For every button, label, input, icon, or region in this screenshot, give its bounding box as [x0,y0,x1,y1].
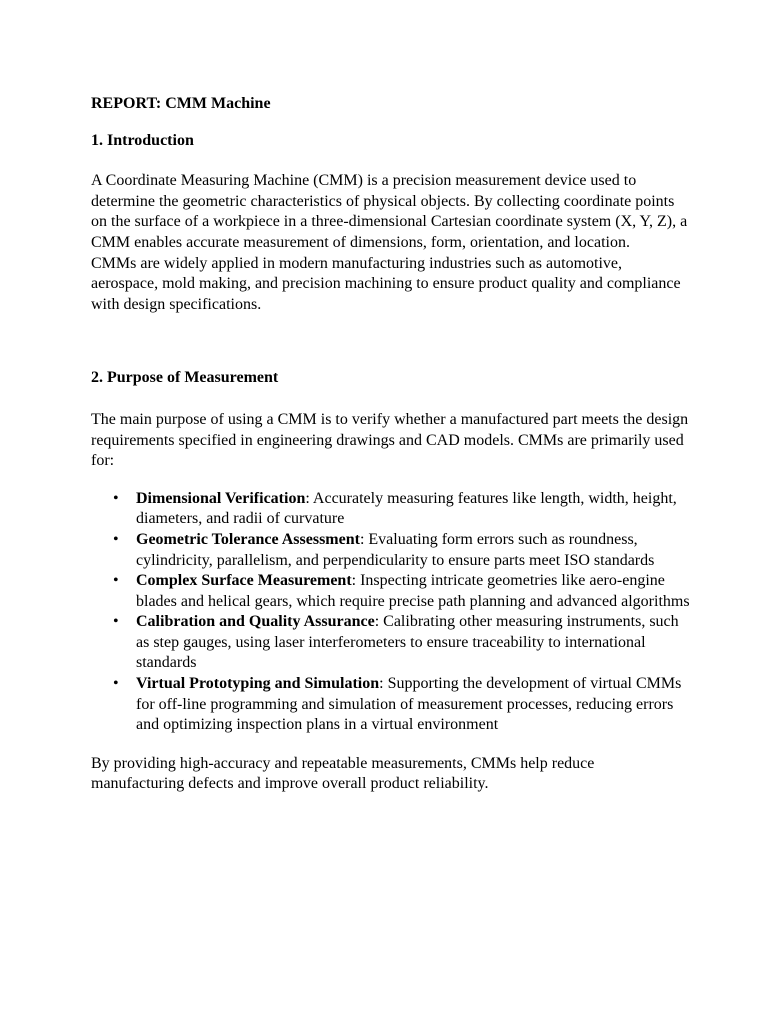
list-item [91,489,691,530]
document-page [91,94,691,795]
bullet-icon: • [113,530,119,548]
bullet-term: Geometric Tolerance Assessment [136,530,360,548]
introduction-paragraph: A Coordinate Measuring Machine (CMM) is a precision measurement device used to determine the geometric characteristics of physical objects. By collecting coordinate points on the surface of a workpiece in a three-dimensional Cartesian coordinate system (X, Y, Z), a CMM enables accurate measurement of dimensions, form, orientation, and location. [91,172,688,251]
list-item [91,674,691,736]
section-heading-introduction: 1. Introduction [91,131,194,149]
bullet-text: : Inspecting intricate geometries like aero-engine blades and helical gears, which require precise path planning and advanced algorithms [136,572,690,610]
introduction-paragraph: CMMs are widely applied in modern manufacturing industries such as automotive, aerospace, mold making, and precision machining to ensure product quality and compliance with design specifications. [91,254,681,313]
report-title: REPORT: CMM Machine [91,95,271,112]
bullet-text: : Supporting the development of virtual CMMs for off-line programming and simulation of measurement processes, reducing errors and optimizing inspection plans in a virtual environment [136,675,682,734]
bullet-term: Calibration and Quality Assurance [136,613,375,631]
conclusion-paragraph: By providing high-accuracy and repeatable measurements, CMMs help reduce manufacturing defects and improve overall product reliability. [91,754,595,793]
bullet-term: Complex Surface Measurement [136,572,352,590]
section-heading-purpose: 2. Purpose of Measurement [91,369,279,387]
bullet-term: Virtual Prototyping and Simulation [136,675,380,693]
bullet-text: : Evaluating form errors such as roundness, cylindricity, parallelism, and perpendicularity to ensure parts meet ISO standards [136,530,655,569]
list-item [91,530,691,571]
introduction-body [91,171,691,315]
list-item [91,571,691,612]
bullet-term: Dimensional Verification [136,489,306,507]
purpose-intro-paragraph: The main purpose of using a CMM is to verify whether a manufactured part meets the design requirements specified in engineering drawings and CAD models. CMMs are primarily used for: [91,410,689,470]
purpose-bullet-list [91,489,691,736]
list-item [91,612,691,674]
bullet-text: : Calibrating other measuring instruments, such as step gauges, using laser interferometers to ensure traceability to international standards [136,613,679,672]
bullet-icon: • [113,675,119,693]
bullet-icon: • [113,489,119,507]
bullet-icon: • [113,613,119,631]
bullet-icon: • [113,572,119,590]
bullet-text: : Accurately measuring features like length, width, height, diameters, and radii of curvature [136,489,677,528]
